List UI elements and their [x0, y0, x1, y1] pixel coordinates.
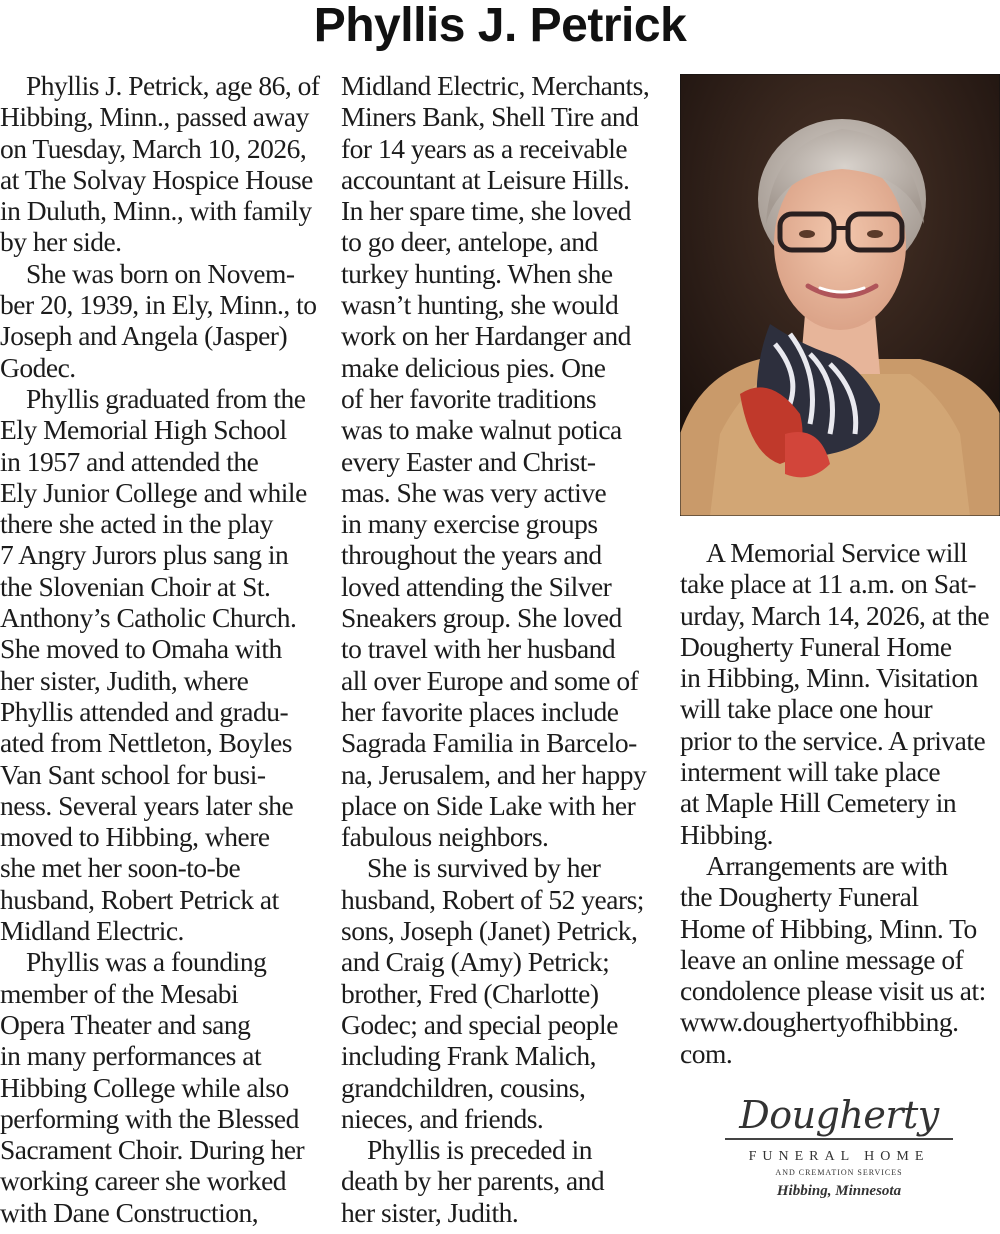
text-line: loved attending the Silver: [341, 570, 612, 602]
text-line: condolence please visit us at:: [680, 975, 986, 1007]
text-line: leave an online message of: [680, 943, 964, 975]
paragraph: [0, 383, 325, 946]
text-line: in Hibbing, Minn. Visitation: [680, 662, 978, 694]
text-line: ber 20, 1939, in Ely, Minn., to: [0, 289, 317, 321]
paragraph: [341, 852, 666, 1134]
text-line: prior to the service. A private: [680, 724, 986, 756]
obituary-column-1: [0, 70, 325, 1228]
text-line: com.: [680, 1037, 733, 1069]
text-line: of her favorite traditions: [341, 382, 597, 414]
text-line: nieces, and friends.: [341, 1102, 544, 1134]
text-line: will take place one hour: [680, 693, 933, 725]
text-line: place on Side Lake with her: [341, 789, 636, 821]
text-line: with Dane Construction,: [0, 1196, 259, 1228]
text-line: brother, Fred (Charlotte): [341, 977, 599, 1009]
logo-funeral-home: FUNERAL HOME: [748, 1149, 930, 1164]
text-line: make delicious pies. One: [341, 351, 606, 383]
logo-divider: [725, 1138, 953, 1140]
text-line: Godec.: [0, 351, 76, 383]
text-line: she met her soon-to-be: [0, 852, 241, 884]
text-line: 7 Angry Jurors plus sang in: [0, 539, 289, 571]
text-line: working career she worked: [0, 1165, 287, 1197]
paragraph: [0, 70, 325, 258]
paragraph: [341, 70, 666, 852]
text-line: to travel with her husband: [341, 633, 616, 665]
text-line: Joseph and Angela (Jasper): [0, 320, 288, 352]
text-line: She was born on Novem-: [26, 257, 295, 289]
text-line: turkey hunting. When she: [341, 257, 613, 289]
text-line: Godec; and special people: [341, 1008, 618, 1040]
logo-name: Dougherty: [739, 1093, 939, 1137]
text-line: and Craig (Amy) Petrick;: [341, 946, 610, 978]
text-line: take place at 11 a.m. on Sat-: [680, 568, 977, 600]
text-line: including Frank Malich,: [341, 1040, 597, 1072]
text-line: her sister, Judith.: [341, 1196, 519, 1228]
funeral-home-logo: [722, 1094, 956, 1220]
text-line: every Easter and Christ-: [341, 445, 596, 477]
text-line: ated from Nettleton, Boyles: [0, 727, 292, 759]
text-line: wasn’t hunting, she would: [341, 289, 619, 321]
logo-location: Hibbing, Minnesota: [776, 1183, 902, 1199]
text-line: Hibbing, Minn., passed away: [0, 101, 309, 133]
text-line: her favorite places include: [341, 695, 619, 727]
obituary-title: Phyllis J. Petrick: [313, 0, 687, 52]
text-line: Phyllis was a founding: [26, 946, 267, 978]
text-line: was to make walnut potica: [341, 414, 622, 446]
text-line: Sagrada Familia in Barcelo-: [341, 727, 637, 759]
text-line: the Slovenian Choir at St.: [0, 570, 271, 602]
text-line: fabulous neighbors.: [341, 821, 549, 853]
text-line: Midland Electric, Merchants,: [341, 70, 650, 101]
text-line: Ely Memorial High School: [0, 414, 287, 446]
paragraph: [0, 946, 325, 1228]
text-line: Dougherty Funeral Home: [680, 630, 952, 662]
text-line: moved to Hibbing, where: [0, 821, 270, 853]
text-line: her sister, Judith, where: [0, 664, 249, 696]
text-line: Sneakers group. She loved: [341, 602, 622, 634]
text-line: urday, March 14, 2026, at the: [680, 599, 990, 631]
text-line: sons, Joseph (Janet) Petrick,: [341, 915, 638, 947]
text-line: at Maple Hill Cemetery in: [680, 787, 957, 819]
text-line: mas. She was very active: [341, 476, 607, 508]
text-line: member of the Mesabi: [0, 977, 239, 1009]
text-line: na, Jerusalem, and her happy: [341, 758, 647, 790]
text-line: Phyllis is preceded in: [367, 1134, 593, 1166]
paragraph: [0, 258, 325, 383]
text-line: interment will take place: [680, 756, 941, 788]
text-line: Midland Electric.: [0, 915, 184, 947]
obituary-column-2: [341, 70, 666, 1228]
text-line: Van Sant school for busi-: [0, 758, 266, 790]
text-line: on Tuesday, March 10, 2026,: [0, 132, 307, 164]
text-line: Phyllis graduated from the: [26, 382, 306, 414]
text-line: Ely Junior College and while: [0, 476, 307, 508]
text-line: Anthony’s Catholic Church.: [0, 602, 297, 634]
text-line: work on her Hardanger and: [341, 320, 631, 352]
paragraph: [341, 1134, 666, 1228]
text-line: by her side.: [0, 226, 122, 258]
portrait-photo: [680, 74, 1000, 516]
text-line: all over Europe and some of: [341, 664, 639, 696]
text-line: Phyllis attended and gradu-: [0, 695, 289, 727]
paragraph: [680, 537, 1000, 850]
text-line: In her spare time, she loved: [341, 195, 631, 227]
text-line: Opera Theater and sang: [0, 1008, 251, 1040]
text-line: for 14 years as a receivable: [341, 132, 628, 164]
text-line: www.doughertyofhibbing.: [680, 1006, 959, 1038]
text-line: death by her parents, and: [341, 1165, 605, 1197]
text-line: in many performances at: [0, 1040, 262, 1072]
text-line: to go deer, antelope, and: [341, 226, 598, 258]
text-line: in Duluth, Minn., with family: [0, 195, 312, 227]
text-line: Arrangements are with: [706, 849, 948, 881]
text-line: Sacrament Choir. During her: [0, 1134, 305, 1166]
text-line: She is survived by her: [367, 852, 601, 884]
text-line: Hibbing College while also: [0, 1071, 289, 1103]
text-line: Miners Bank, Shell Tire and: [341, 101, 639, 133]
text-line: Home of Hibbing, Minn. To: [680, 912, 977, 944]
text-line: ness. Several years later she: [0, 789, 294, 821]
text-line: grandchildren, cousins,: [341, 1071, 586, 1103]
logo-cremation-services: AND CREMATION SERVICES: [775, 1168, 903, 1177]
text-line: performing with the Blessed: [0, 1102, 299, 1134]
text-line: the Dougherty Funeral: [680, 881, 919, 913]
text-line: husband, Robert of 52 years;: [341, 883, 644, 915]
text-line: husband, Robert Petrick at: [0, 883, 279, 915]
text-line: in many exercise groups: [341, 508, 598, 540]
text-line: A Memorial Service will: [706, 537, 968, 568]
text-line: at The Solvay Hospice House: [0, 163, 313, 195]
text-line: Phyllis J. Petrick, age 86, of: [26, 70, 320, 101]
text-line: throughout the years and: [341, 539, 602, 571]
text-line: accountant at Leisure Hills.: [341, 163, 630, 195]
obituary-column-3: [680, 537, 1000, 1069]
text-line: in 1957 and attended the: [0, 445, 259, 477]
paragraph: [680, 850, 1000, 1069]
text-line: She moved to Omaha with: [0, 633, 282, 665]
text-line: there she acted in the play: [0, 508, 273, 540]
text-line: Hibbing.: [680, 818, 774, 850]
